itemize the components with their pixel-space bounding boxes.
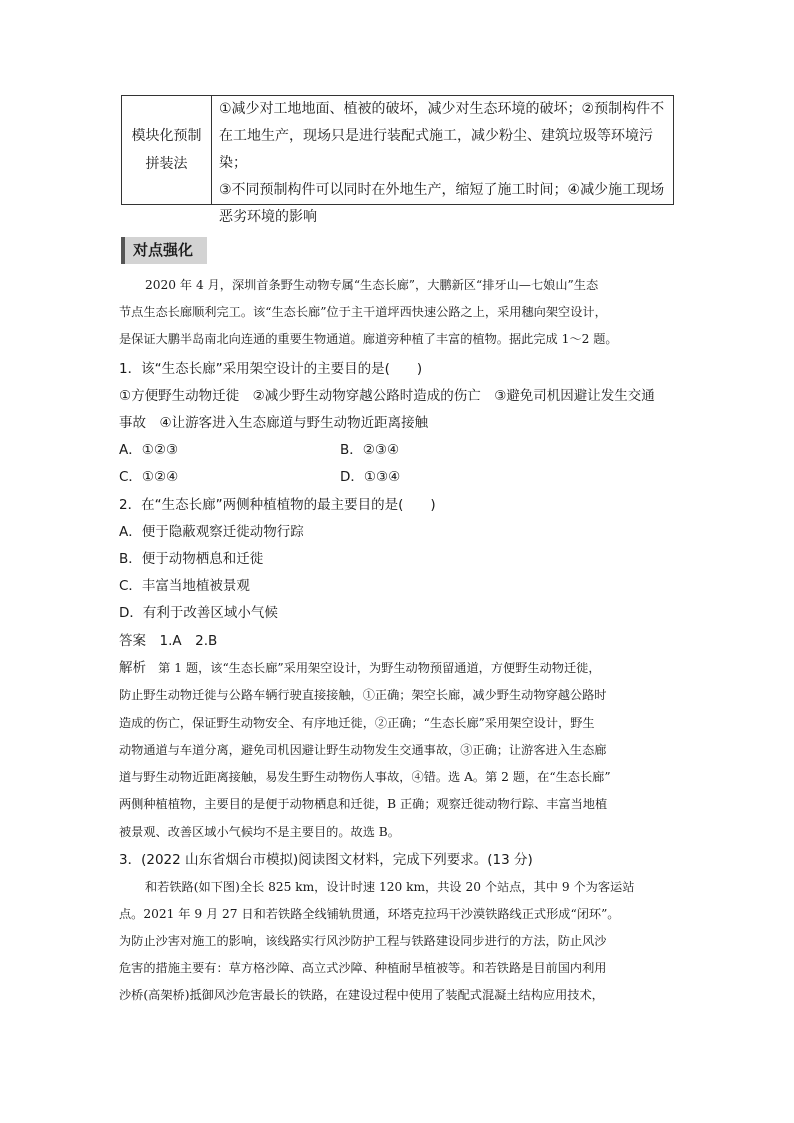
method-name-cell bbox=[122, 96, 212, 204]
question-2-option-c: C．丰富当地植被景观 bbox=[119, 578, 250, 594]
analysis-line: 被景观、改善区域小气候均不是主要目的。故选 B。 bbox=[119, 824, 400, 839]
method-name-line-1: 模块化预制 bbox=[131, 128, 202, 144]
question-2-stem: 2．在“生态长廊”两侧种植植物的最主要目的是( ) bbox=[119, 497, 436, 513]
passage-line: 危害的措施主要有：草方格沙障、高立式沙障、种植耐旱植被等。和若铁路是目前国内利用 bbox=[119, 961, 607, 975]
question-2-option-a: A．便于隐蔽观察迁徙动物行踪 bbox=[119, 524, 304, 540]
analysis-line: 造成的伤亡，保证野生动物安全、有序地迁徙，②正确；“生态长廊”采用架空设计，野生 bbox=[119, 715, 595, 730]
answer-line: 答案 1.A 2.B bbox=[119, 633, 218, 649]
construction-method-table bbox=[121, 95, 674, 225]
passage-line: 和若铁路(如下图)全长 825 km，设计时速 120 km，共设 20 个站点，其中 9 个为客运站 bbox=[145, 880, 635, 894]
question-2-option-d: D．有利于改善区域小气候 bbox=[119, 605, 278, 621]
method-name-line-2: 拼装法 bbox=[145, 156, 188, 172]
section-title: 对点强化 bbox=[121, 237, 207, 264]
analysis-line: 两侧种植植物，主要目的是便于动物栖息和迁徙，B 正确；观察迁徙动物行踪、丰富当地植 bbox=[119, 797, 608, 812]
analysis-text: 第 1 题，该“生态长廊”采用架空设计，为野生动物预留通道，方便野生动物迁徙， bbox=[146, 661, 601, 675]
passage-ecological-corridor bbox=[119, 272, 679, 353]
analysis-line: 动物通道与车道分离，避免司机因避让野生动物发生交通事故，③正确；让游客进入生态廊 bbox=[119, 742, 607, 757]
description-line: ③不同预制构件可以同时在外地生产，缩短了施工时间；④减少施工现场 bbox=[219, 182, 665, 198]
passage-line: 点。2021 年 9 月 27 日和若铁路全线铺轨贯通，环塔克拉玛干沙漠铁路线正式形成“闭环”。 bbox=[119, 907, 620, 921]
method-description-cell bbox=[212, 96, 673, 225]
passage-line: 沙桥(高架桥)抵御风沙危害最长的铁路，在建设过程中使用了装配式混凝土结构应用技术， bbox=[119, 988, 604, 1002]
passage-line: 为防止沙害对施工的影响，该线路实行风沙防护工程与铁路建设同步进行的方法，防止风沙 bbox=[119, 934, 607, 948]
question-1-items-line: 事故 ④让游客进入生态廊道与野生动物近距离接触 bbox=[119, 415, 429, 431]
question-1-stem: 1．该“生态长廊”采用架空设计的主要目的是( ) bbox=[119, 361, 423, 377]
question-3-stem: 3．(2022 山东省烟台市模拟)阅读图文材料，完成下列要求。(13 分) bbox=[119, 852, 533, 868]
analysis-line: 道与野生动物近距离接触，易发生野生动物伤人事故，④错。选 A。第 2 题，在“生态长廊” bbox=[119, 770, 611, 785]
question-1-option-b: B．②③④ bbox=[340, 442, 400, 458]
passage-line: 2020 年 4 月，深圳首条野生动物专属“生态长廊”，大鹏新区“排牙山—七娘山”生态 bbox=[145, 278, 599, 292]
question-1-option-c: C．①②④ bbox=[119, 469, 179, 485]
description-line: 恶劣环境的影响 bbox=[219, 209, 317, 225]
passage-line: 节点生态长廊顺利完工。该“生态长廊”位于主干道坪西快速公路之上，采用穗向架空设计， bbox=[119, 305, 607, 319]
analysis-label: 解析 bbox=[119, 660, 146, 676]
passage-line: 是保证大鹏半岛南北向连通的重要生物通道。廊道旁种植了丰富的植物。据此完成 1～2 题。 bbox=[119, 332, 618, 346]
analysis-line: 防止野生动物迁徙与公路车辆行驶直接接触，①正确；架空长廊，减少野生动物穿越公路时 bbox=[119, 688, 607, 703]
passage-hetian-ruoqiang-railway bbox=[119, 874, 679, 1009]
description-line: ①减少对工地地面、植被的破坏，减少对生态环境的破坏；②预制构件不 bbox=[219, 101, 665, 117]
analysis-block bbox=[119, 655, 679, 846]
analysis-line bbox=[119, 655, 679, 682]
question-1-option-d: D．①③④ bbox=[340, 469, 401, 485]
description-line: 在工地生产，现场只是进行装配式施工，减少粉尘、建筑垃圾等环境污染； bbox=[219, 128, 653, 171]
question-1-items-line: ①方便野生动物迁徙 ②减少野生动物穿越公路时造成的伤亡 ③避免司机因避让发生交通 bbox=[119, 388, 655, 404]
question-2-option-b: B．便于动物栖息和迁徙 bbox=[119, 551, 264, 567]
question-1-option-a: A．①②③ bbox=[119, 442, 179, 458]
